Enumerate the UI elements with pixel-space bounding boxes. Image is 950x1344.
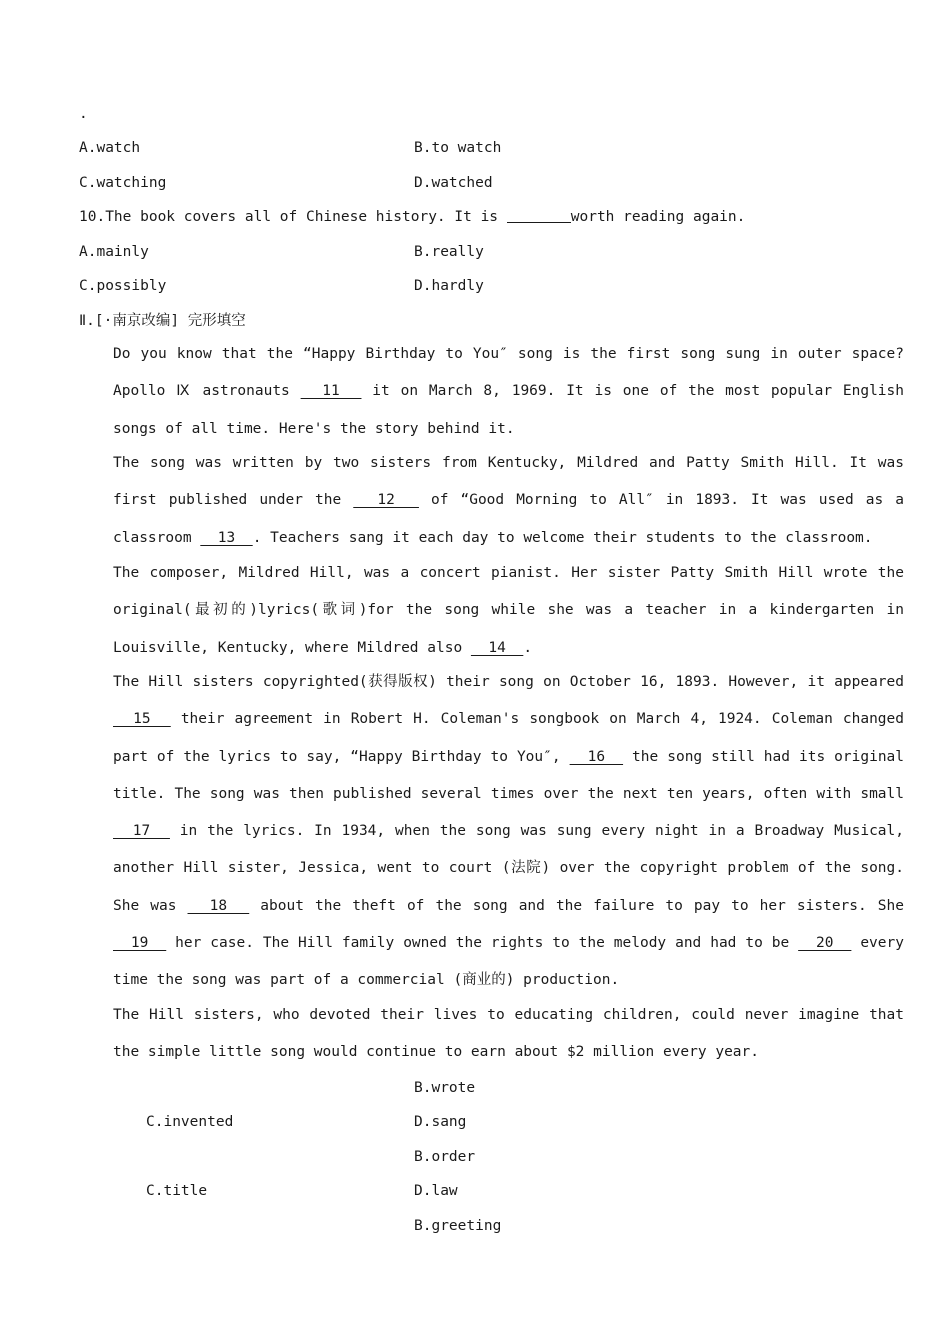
p3-text-1: The composer, Mildred Hill, was a concert pianist. Her sister Patty Smith Hill wrote the original(最初的)lyrics(歌词)for the song while she was a teacher in a kindergarten in Louisville, Kentucky, where Mildred also — [113, 565, 904, 656]
p4-text-6: her case. The Hill family owned the rights to the melody and had to be — [166, 935, 799, 952]
q10-stem-after: worth reading again. — [570, 209, 746, 225]
q10-stem-before: 10.The book covers all of Chinese history. It is — [79, 209, 507, 225]
blank-12: 12 — [353, 492, 419, 509]
p1-text-2: it on March 8, 1969. It is one of the most popular English songs of all time. Here's the story behind it. — [113, 383, 904, 437]
p1-text-1: Do you know that the “Happy Birthday to You″ song is the first song sung in outer space? Apollo Ⅸ astronauts — [113, 346, 904, 400]
p2-text-2: of “Good Morning to All″ in 1893. It was used as a classroom — [113, 492, 904, 546]
passage-paragraph-5: The Hill sisters, who devoted their lives to educating children, could never imagine that the simple little song would continue to earn about $2 million every year. — [113, 1007, 904, 1061]
p2-text-1: The song was written by two sisters from Kentucky, Mildred and Patty Smith Hill. It was first published under the — [113, 455, 904, 509]
q10-option-a: A.mainly — [79, 244, 149, 260]
q12-option-b: B.order — [414, 1149, 476, 1165]
q13-option-b: B.greeting — [414, 1218, 502, 1234]
q12-option-d: D.law — [414, 1183, 458, 1199]
p3-text-2: . — [523, 639, 533, 656]
passage-paragraph-3 — [79, 555, 904, 667]
blank-11: 11 — [300, 383, 362, 400]
blank-15: 15 — [113, 711, 171, 728]
q11-option-b: B.wrote — [414, 1080, 476, 1096]
blank-14: 14 — [470, 639, 524, 656]
q10-option-d: D.hardly — [414, 278, 484, 294]
q9-lead-mark: . — [79, 106, 88, 122]
section-heading: Ⅱ.[·南京改编] 完形填空 — [79, 313, 246, 329]
p4-text-7: every time the song was part of a commercial (商业的) production. — [113, 935, 904, 989]
blank-18: 18 — [187, 897, 250, 914]
passage-paragraph-4 — [79, 664, 904, 1000]
blank-19: 19 — [113, 935, 167, 952]
passage-paragraph-1 — [79, 336, 904, 448]
q10-option-b: B.really — [414, 244, 484, 260]
p4-text-1: The Hill sisters copyrighted(获得版权) their song on October 16, 1893. However, it appeared — [113, 674, 904, 690]
q9-option-c: C.watching — [79, 175, 167, 191]
q10-blank — [507, 208, 571, 223]
blank-13: 13 — [200, 529, 253, 546]
blank-17: 17 — [113, 823, 170, 840]
q11-option-d: D.sang — [414, 1114, 467, 1130]
passage-paragraph-2 — [79, 445, 904, 557]
q9-option-d: D.watched — [414, 175, 493, 191]
q12-option-c: C.title — [146, 1183, 208, 1199]
p2-text-3: . Teachers sang it each day to welcome their students to the classroom. — [252, 529, 873, 546]
p4-text-5: about the theft of the song and the failure to pay to her sisters. She — [249, 897, 904, 914]
blank-20: 20 — [798, 935, 852, 952]
q11-option-c: C.invented — [146, 1114, 234, 1130]
blank-16: 16 — [569, 748, 624, 765]
p4-text-2: their agreement in Robert H. Coleman's songbook on March 4, 1924. Coleman changed part of the lyrics to say, “Happy Birthday to You″, — [113, 711, 904, 765]
q9-option-a: A.watch — [79, 140, 141, 156]
p4-text-3: the song still had its original title. The song was then published several times over the next ten years, often with small — [113, 748, 905, 802]
q10-stem — [79, 207, 745, 227]
q9-option-b: B.to watch — [414, 140, 502, 156]
q10-option-c: C.possibly — [79, 278, 167, 294]
p4-text-4: in the lyrics. In 1934, when the song was sung every night in a Broadway Musical, another Hill sister, Jessica, went to court (法院) over the copyright problem of the song. She was — [113, 823, 904, 914]
